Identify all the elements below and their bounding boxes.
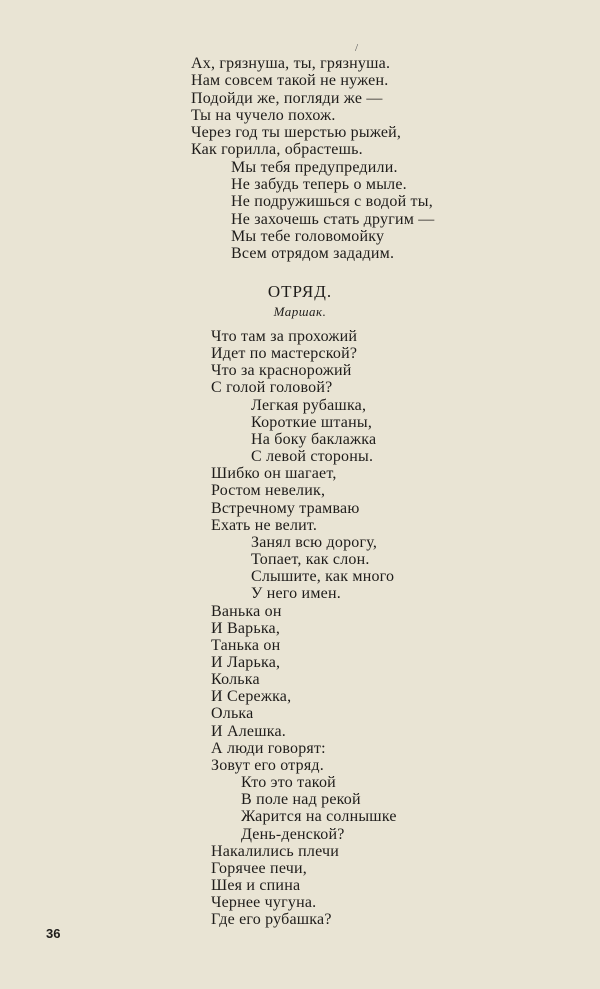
poem-line: У него имен. xyxy=(251,585,341,603)
poem-grjaznusha xyxy=(191,55,434,263)
poem-line: На боку баклажка xyxy=(251,430,377,448)
poem-line: Олька xyxy=(211,705,254,723)
poem-line: Легкая рубашка, xyxy=(251,396,367,414)
stray-mark: / xyxy=(355,42,359,54)
poem-line: Не забудь теперь о мыле. xyxy=(231,176,407,194)
poem-line: Накалились плечи xyxy=(211,842,339,860)
poem-line: День-денской? xyxy=(241,825,345,843)
poem-line: Что за краснорожий xyxy=(211,362,352,380)
poem-line: Шибко он шагает, xyxy=(211,465,337,483)
poem-author: Маршак. xyxy=(273,304,327,319)
poem-line: Топает, как слон. xyxy=(251,551,370,569)
poem-line: Идет по мастерской? xyxy=(211,345,358,363)
poem-line: Не захочешь стать другим — xyxy=(231,210,435,228)
poem-line: Ехать не велит. xyxy=(211,516,318,534)
poem-line: Ростом невелик, xyxy=(211,482,326,500)
poem-line: Кто это такой xyxy=(241,774,336,792)
poem-line: С левой стороны. xyxy=(251,448,374,466)
poem-line: Как горилла, обрастешь. xyxy=(191,141,363,159)
poem-line: Жарится на солнышке xyxy=(241,808,397,826)
poem-line: Мы тебя предупредили. xyxy=(231,158,398,176)
poem-line: Встречному трамваю xyxy=(211,499,360,517)
poem-line: Где его рубашка? xyxy=(211,911,332,929)
poem-line: Зовут его отряд. xyxy=(211,756,324,774)
poem-line: Колька xyxy=(211,671,260,689)
poem-line: Всем отрядом зададим. xyxy=(231,245,395,263)
poem-line: Танька он xyxy=(211,636,281,654)
poem-line: Что там за прохожий xyxy=(211,328,358,345)
poem-line: Чернее чугуна. xyxy=(211,894,317,912)
poem-line: В поле над рекой xyxy=(241,791,361,809)
poem-line: Занял всю дорогу, xyxy=(251,533,378,551)
poem-line: Ты на чучело похож. xyxy=(191,106,336,124)
poem-line: Ванька он xyxy=(211,602,282,620)
poem-line: Подойди же, погляди же — xyxy=(191,89,383,107)
poem-line: Шея и спина xyxy=(211,877,301,894)
poem-line: И Варька, xyxy=(211,619,281,637)
poem-line: А люди говорят: xyxy=(211,739,326,757)
poem-line: Короткие штаны, xyxy=(251,413,373,431)
poem-line: Слышите, как много xyxy=(251,568,395,586)
poem-line: Через год ты шерстью рыжей, xyxy=(191,124,402,142)
poem-line: И Ларька, xyxy=(211,653,281,671)
poem-line: Горячее печи, xyxy=(211,859,307,877)
poem-title: ОТРЯД. xyxy=(267,282,333,301)
poem-line: И Сережка, xyxy=(211,688,292,706)
poem-line: Нам совсем такой не нужен. xyxy=(191,72,389,90)
poem-line: Не подружишься с водой ты, xyxy=(231,193,433,211)
poem-otryad xyxy=(211,328,397,928)
page-number: 36 xyxy=(46,926,61,941)
poem-line: Мы тебе головомойку xyxy=(231,227,385,245)
poem-line: Ах, грязнуша, ты, грязнуша. xyxy=(191,55,391,72)
poem-line: С голой головой? xyxy=(211,379,333,397)
poem-line: И Алешка. xyxy=(211,722,286,740)
